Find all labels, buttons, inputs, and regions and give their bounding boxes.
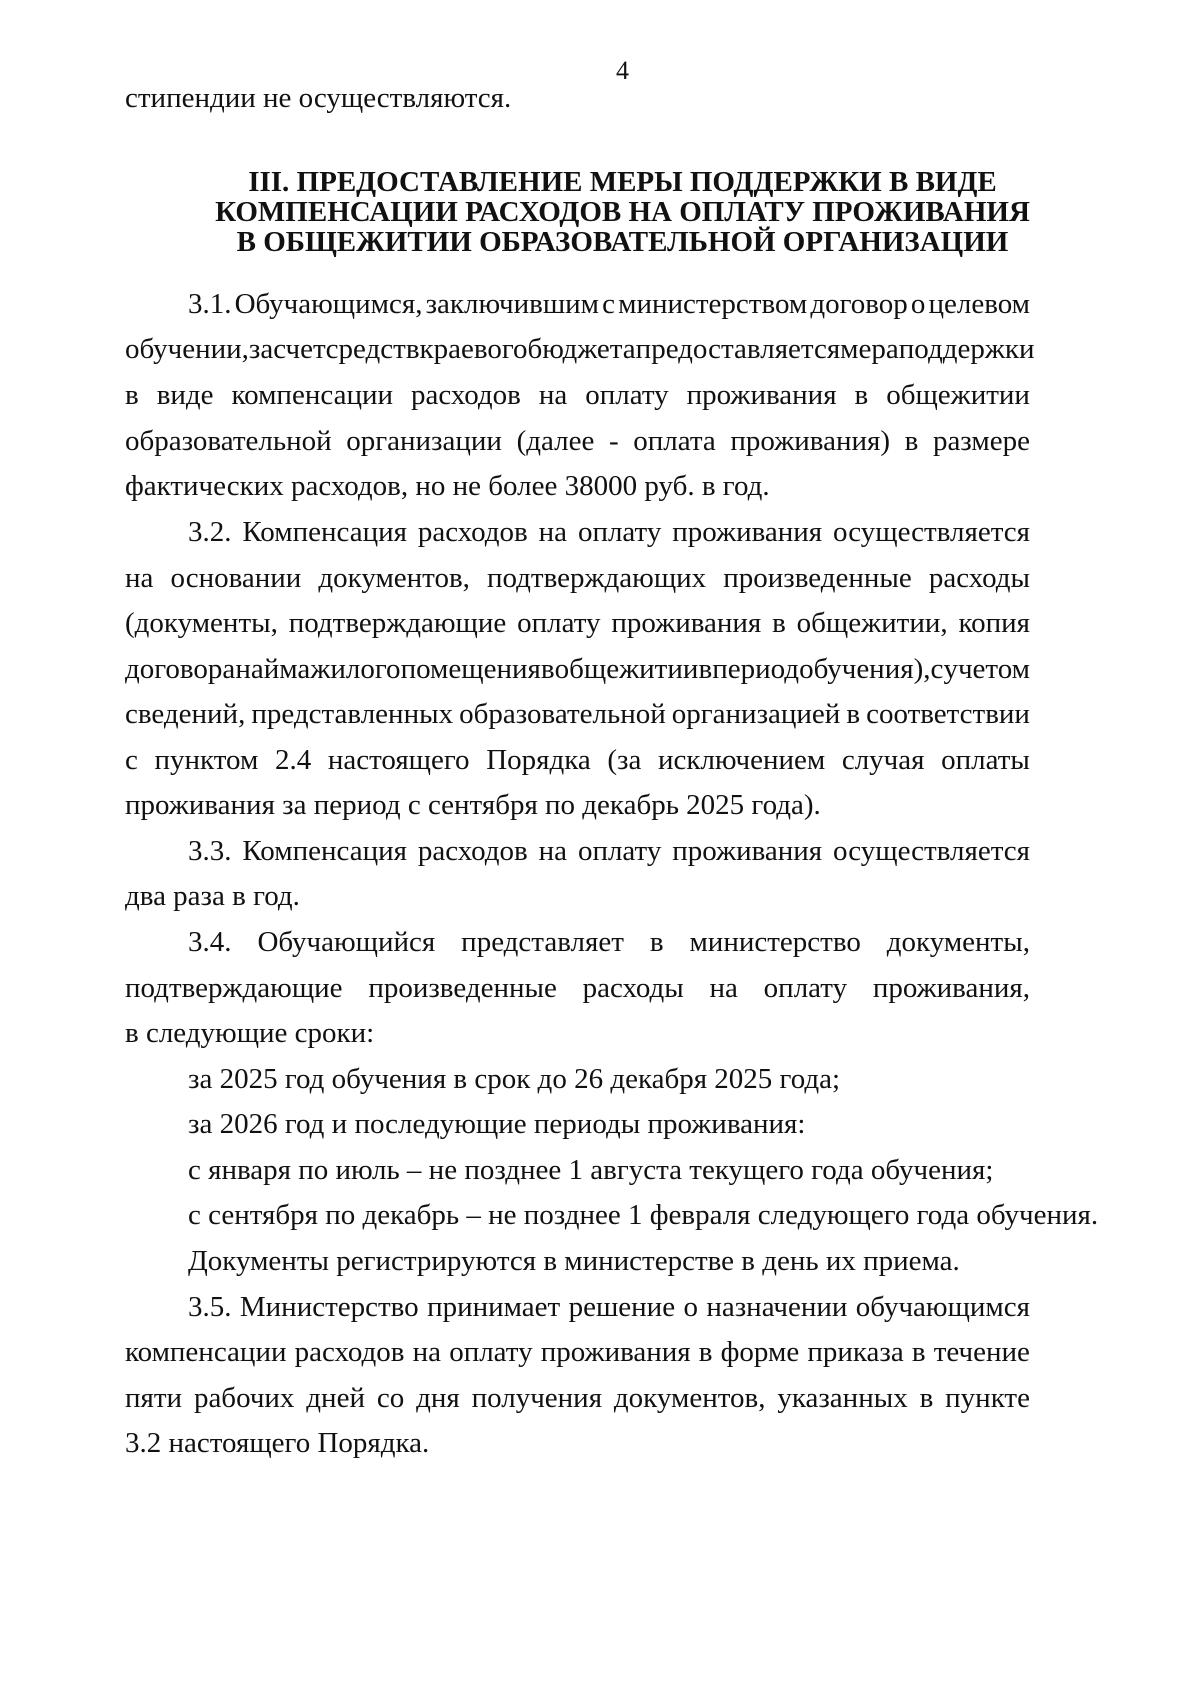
word: пункте — [945, 1382, 1030, 1414]
word: мера — [840, 333, 899, 365]
word: - — [608, 425, 619, 457]
text-line: за 2026 год и последующие периоды проживания: — [188, 1108, 806, 1140]
text-line: в следующие сроки: — [125, 1017, 375, 1049]
text-line — [188, 1289, 1030, 1325]
word: в — [698, 653, 713, 685]
word: (далее — [516, 425, 595, 457]
word: на — [538, 835, 568, 867]
word: в — [649, 926, 664, 958]
word: назначении — [706, 1291, 848, 1323]
word: пяти — [125, 1382, 183, 1414]
word: 3.1. — [188, 288, 232, 320]
word: общежитии, — [796, 607, 948, 639]
word: счет — [273, 333, 326, 365]
word: расходов — [410, 379, 521, 411]
word: произведенные — [368, 972, 557, 1004]
word: министерством — [618, 288, 808, 320]
text-line — [125, 1380, 1030, 1416]
word: бюджета — [527, 333, 636, 365]
word: документы, — [886, 926, 1030, 958]
word: со — [376, 1382, 405, 1414]
word: оплату — [763, 972, 848, 1004]
word: Министерство — [239, 1291, 419, 1323]
text-line: 3.2 настоящего Порядка. — [125, 1427, 430, 1459]
text-line — [125, 331, 1035, 367]
word: организации — [346, 425, 502, 457]
word: оплату — [577, 835, 662, 867]
word: образовательной — [459, 698, 666, 730]
word: 2.4 — [274, 744, 312, 776]
word: виде — [156, 379, 214, 411]
word: обучения), — [799, 653, 931, 685]
text-line — [125, 1334, 1030, 1370]
word: проживания, — [872, 972, 1030, 1004]
word: в — [904, 425, 919, 457]
word: на — [125, 562, 154, 594]
word: расходов — [417, 516, 528, 548]
word: форме — [720, 1336, 800, 1368]
text-line: с сентября по декабрь – не позднее 1 февраля следующего года обучения. — [188, 1199, 1099, 1231]
word: настоящего — [327, 744, 470, 776]
text-line — [188, 924, 1030, 960]
word: расходы — [582, 972, 684, 1004]
word: 3.3. — [188, 835, 232, 867]
word: оплату — [577, 516, 662, 548]
word: найма — [235, 653, 311, 685]
word: проживания — [540, 1336, 691, 1368]
word: договора — [125, 653, 236, 685]
word: жилого — [310, 653, 401, 685]
word: Порядка — [486, 744, 591, 776]
word: целевом — [928, 288, 1030, 320]
word: средств — [325, 333, 420, 365]
word: пунктом — [154, 744, 259, 776]
word: Обучающимся, — [234, 288, 423, 320]
word: произведенные — [723, 562, 912, 594]
word: проживания — [672, 835, 823, 867]
word: в — [772, 607, 786, 639]
word: основании — [170, 562, 302, 594]
page-number: 4 — [616, 56, 629, 85]
text-line — [188, 833, 1030, 869]
text-line — [125, 423, 1030, 459]
word: дней — [306, 1382, 365, 1414]
word: дня — [416, 1382, 460, 1414]
word: учетом — [943, 653, 1030, 685]
word: образовательной — [125, 425, 332, 457]
word: в — [919, 1382, 934, 1414]
text-line — [188, 514, 1030, 550]
word: оплата — [633, 425, 716, 457]
word: компенсации — [231, 379, 393, 411]
text-line: за 2025 год обучения в срок до 26 декабря 2025 года; — [188, 1063, 841, 1095]
text-line — [188, 286, 1030, 322]
word: в — [854, 379, 869, 411]
word: период — [712, 653, 800, 685]
word: (документы, — [125, 607, 278, 639]
word: министерство — [689, 926, 861, 958]
text-line: фактических расходов, но не более 38000 руб. в год. — [125, 470, 770, 502]
word: подтверждающих — [486, 562, 707, 594]
word: исключением — [657, 744, 826, 776]
word: заключившим — [425, 288, 600, 320]
word: общежитии — [886, 379, 1030, 411]
word: о — [910, 288, 926, 320]
word: помещения — [400, 653, 541, 685]
word: течение — [933, 1336, 1030, 1368]
word: краевого — [419, 333, 528, 365]
word: оплаты — [941, 744, 1030, 776]
section-heading-line-3: В ОБЩЕЖИТИИ ОБРАЗОВАТЕЛЬНОЙ ОРГАНИЗАЦИИ — [236, 226, 1009, 258]
text-line — [125, 651, 1030, 687]
word: оплату — [585, 379, 669, 411]
word: о — [683, 1291, 698, 1323]
word: предоставляется — [635, 333, 841, 365]
word: оплату — [449, 1336, 533, 1368]
word: на — [538, 516, 568, 548]
word: указанных — [777, 1382, 908, 1414]
text-line: проживания за период с сентября по декабрь 2025 года). — [125, 789, 821, 821]
word: проживания — [611, 607, 762, 639]
word: проживания — [672, 516, 823, 548]
word: договор — [810, 288, 908, 320]
word: решение — [568, 1291, 676, 1323]
text-line — [125, 970, 1030, 1006]
word: компенсации — [125, 1336, 287, 1368]
text-line — [125, 377, 1030, 413]
word: обучающимся — [855, 1291, 1030, 1323]
word: рабочих — [193, 1382, 295, 1414]
word: 3.5. — [188, 1291, 232, 1323]
text-line — [125, 742, 1030, 778]
word: в — [125, 379, 139, 411]
word: Компенсация — [242, 835, 407, 867]
word: в — [698, 1336, 713, 1368]
word: соответствии — [866, 698, 1030, 730]
text-line: два раза в год. — [125, 880, 300, 912]
word: приказа — [807, 1336, 904, 1368]
word: в — [540, 653, 555, 685]
text-line: Документы регистрируются в министерстве в день их приема. — [188, 1245, 960, 1277]
word: обучении, — [125, 333, 249, 365]
word: представляет — [461, 926, 624, 958]
word: на — [538, 379, 568, 411]
word: размере — [932, 425, 1030, 457]
word: Компенсация — [242, 516, 407, 548]
word: с — [602, 288, 615, 320]
word: принимает — [427, 1291, 561, 1323]
text-line: с января по июль – не позднее 1 августа текущего года обучения; — [188, 1154, 994, 1186]
text-line — [125, 696, 1030, 732]
word: случая — [841, 744, 925, 776]
word: расходов — [417, 835, 528, 867]
word: расходы — [928, 562, 1030, 594]
text-line — [125, 560, 1030, 596]
word: осуществляется — [833, 516, 1030, 548]
word: организацией — [671, 698, 841, 730]
word: на — [412, 1336, 442, 1368]
word: получения — [471, 1382, 603, 1414]
word: проживания — [686, 379, 837, 411]
text-line — [125, 605, 1030, 641]
word: оплату — [517, 607, 601, 639]
word: за — [248, 333, 274, 365]
word: в — [846, 698, 861, 730]
word: документов, — [613, 1382, 766, 1414]
word: копия — [958, 607, 1030, 639]
word: поддержки — [898, 333, 1035, 365]
word: подтверждающие — [288, 607, 507, 639]
word: 3.4. — [188, 926, 232, 958]
word: (за — [607, 744, 642, 776]
word: 3.2. — [188, 516, 232, 548]
word: осуществляется — [833, 835, 1030, 867]
word: проживания) — [730, 425, 890, 457]
word: с — [125, 744, 138, 776]
intro-line: стипендии не осуществляются. — [125, 82, 512, 114]
section-heading-line-1: III. ПРЕДОСТАВЛЕНИЕ МЕРЫ ПОДДЕРЖКИ В ВИДЕ — [248, 166, 997, 198]
word: Обучающийся — [257, 926, 436, 958]
word: документов, — [318, 562, 470, 594]
section-heading-line-2: КОМПЕНСАЦИИ РАСХОДОВ НА ОПЛАТУ ПРОЖИВАНИЯ — [215, 196, 1030, 228]
word: расходов — [294, 1336, 405, 1368]
word: сведений, — [125, 698, 246, 730]
word: подтверждающие — [125, 972, 343, 1004]
word: на — [709, 972, 738, 1004]
word: общежитии — [554, 653, 699, 685]
word: представленных — [251, 698, 454, 730]
word: с — [930, 653, 944, 685]
word: в — [911, 1336, 926, 1368]
